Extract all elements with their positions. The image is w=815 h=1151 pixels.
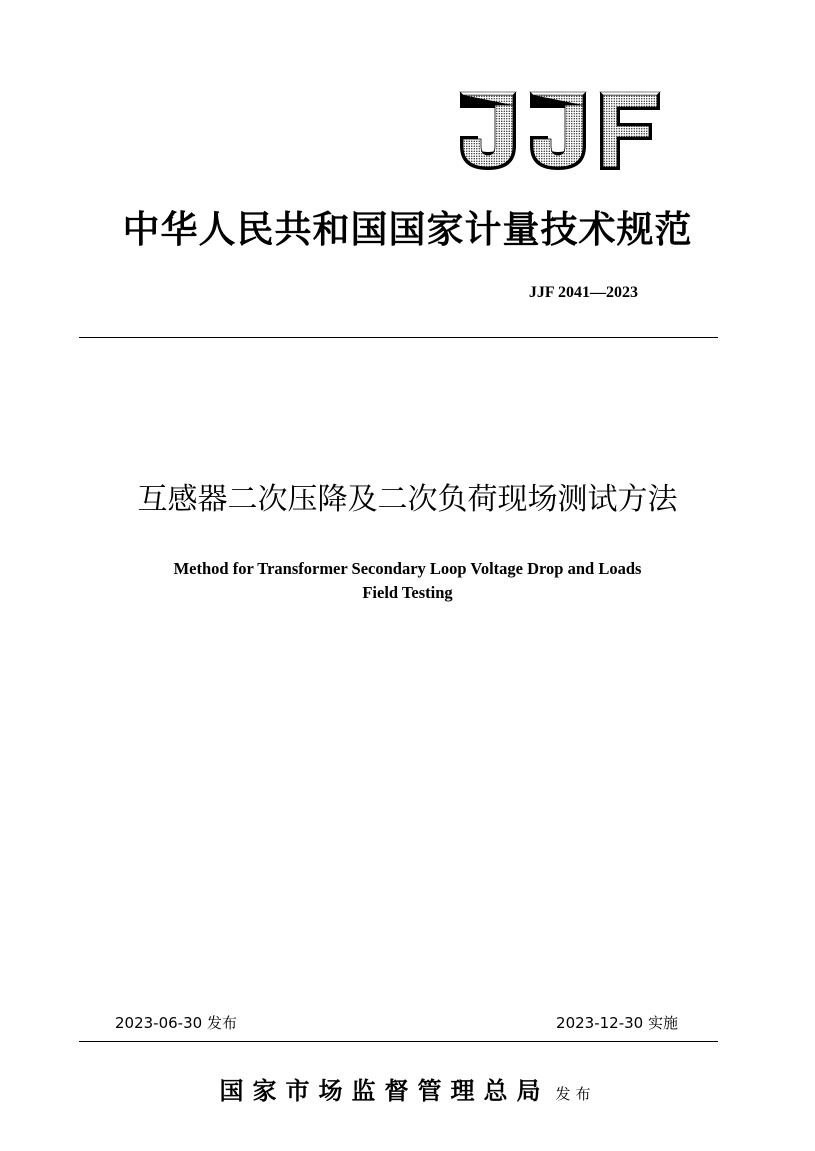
english-title-line-1: Method for Transformer Secondary Loop Voltage Drop and Loads — [173, 559, 642, 578]
issuer-line — [0, 1071, 815, 1106]
issuer-suffix: 发布 — [555, 1085, 596, 1103]
issuer-name: 国家市场监督管理总局 — [219, 1076, 550, 1105]
english-title-line-2: Field Testing — [362, 583, 453, 602]
implementation-date: 2023-12-30 实施 — [556, 1014, 678, 1032]
standard-type-heading: 中华人民共和国国家计量技术规范 — [122, 207, 693, 251]
top-divider — [79, 337, 718, 338]
document-title-english — [0, 557, 815, 605]
document-title-chinese: 互感器二次压降及二次负荷现场测试方法 — [137, 482, 678, 517]
bottom-divider — [79, 1041, 718, 1042]
standard-number: JJF 2041—2023 — [528, 284, 638, 301]
issue-date: 2023-06-30 发布 — [115, 1014, 237, 1032]
jjf-logo-icon — [456, 90, 662, 172]
